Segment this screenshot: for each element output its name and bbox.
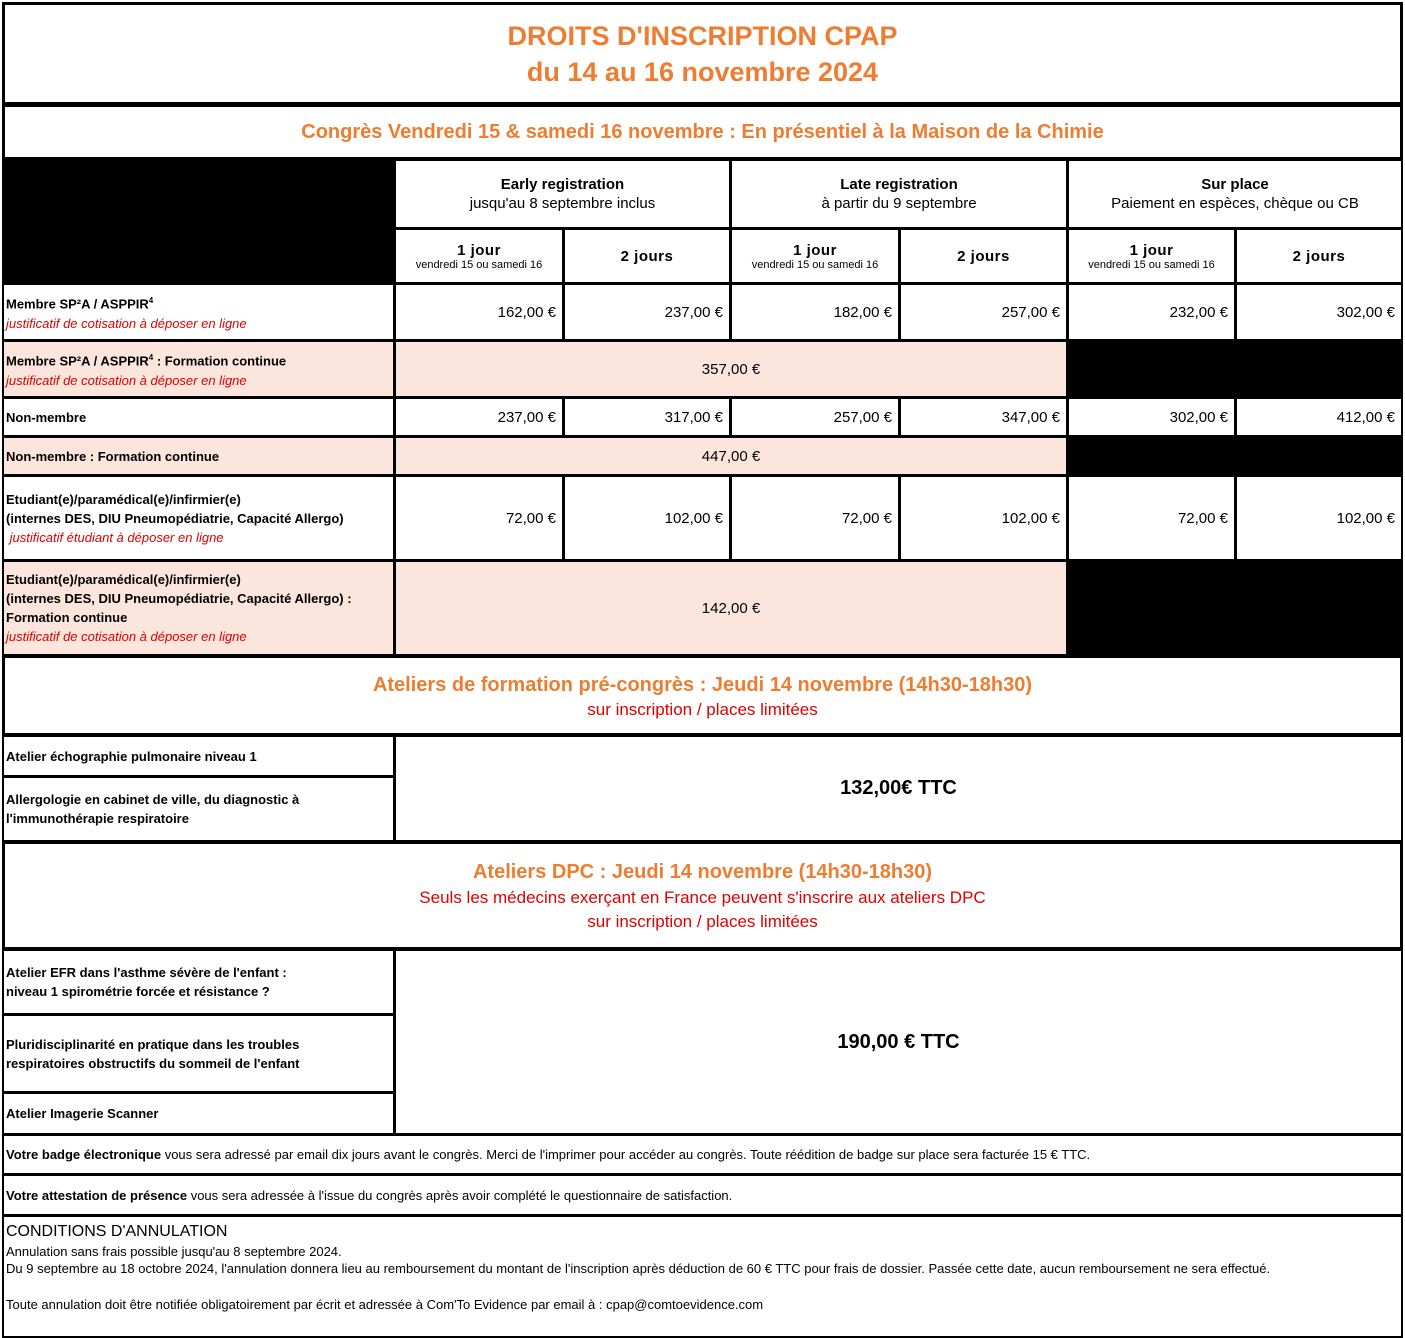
price-cell: 302,00 € [1235, 283, 1403, 341]
row-nonmember-fc-label: Non-membre : Formation continue [2, 436, 395, 476]
row-student-fc-label: Etudiant(e)/paramédical(e)/infirmier(e) (internes DES, DIU Pneumopédiatrie, Capacité Allergo) : Formation continue justificatif de cotisation à déposer en ligne [2, 560, 395, 656]
price-cell: 232,00 € [1067, 283, 1236, 341]
price-cell: 72,00 € [1067, 475, 1236, 561]
congress-title: Congrès Vendredi 15 & samedi 16 novembre : En présentiel à la Maison de la Chimie [301, 120, 1104, 143]
price-cell: 102,00 € [563, 475, 731, 561]
congress-title-box [2, 104, 1403, 160]
price-cell: 317,00 € [563, 397, 731, 437]
early-1day: 1 jour vendredi 15 ou samedi 16 [394, 228, 564, 284]
late-1day: 1 jour vendredi 15 ou samedi 16 [730, 228, 900, 284]
price-cell: 237,00 € [563, 283, 731, 341]
badge-note: Votre badge électronique vous sera adressé par email dix jours avant le congrès. Merci de l'imprimer pour accéder au congrès. Toute réédition de badge sur place sera facturée 15 € TTC. [2, 1134, 1403, 1175]
late-2days: 2 jours [899, 228, 1068, 284]
price-cell: 72,00 € [730, 475, 900, 561]
workshops-price: 132,00€ TTC [394, 735, 1403, 842]
row-student-label: Etudiant(e)/paramédical(e)/infirmier(e) (internes DES, DIU Pneumopédiatrie, Capacité Allergo) justificatif étudiant à déposer en ligne [2, 475, 395, 561]
price-cell: 412,00 € [1235, 397, 1403, 437]
dpc-item-efr: Atelier EFR dans l'asthme sévère de l'enfant : niveau 1 spirométrie forcée et résistance ? [2, 949, 395, 1015]
dpc-title-box [2, 841, 1403, 950]
price-cell: 257,00 € [730, 397, 900, 437]
dpc-subtitle2: sur inscription / places limitées [587, 911, 818, 931]
dpc-item-sleep: Pluridisciplinarité en pratique dans les troubles respiratoires obstructifs du sommeil de l'enfant [2, 1014, 395, 1093]
workshop-item-allergology: Allergologie en cabinet de ville, du diagnostic à l'immunothérapie respiratoire [2, 776, 395, 842]
merged-price-cell: 357,00 € [394, 340, 1068, 398]
page-title: DROITS D'INSCRIPTION CPAP [507, 20, 898, 51]
onsite-2days: 2 jours [1235, 228, 1403, 284]
attestation-note: Votre attestation de présence vous sera adressée à l'issue du congrès après avoir complété le questionnaire de satisfaction. [2, 1174, 1403, 1216]
cancellation-box: CONDITIONS D'ANNULATION Annulation sans frais possible jusqu'au 8 septembre 2024. Du 9 septembre au 18 octobre 2024, l'annulation donnera lieu au remboursement du montant de l'inscription après déduction de 60 € TTC pour frais de dossier. Passée cette date, aucun remboursement ne sera effectué. Toute annulation doit être notifiée obligatoirement par écrit et adressée à Com'To Evidence par email à : cpap@comtoevidence.com [2, 1215, 1403, 1338]
col-early: Early registration jusqu'au 8 septembre inclus [394, 159, 731, 229]
workshops-subtitle: sur inscription / places limitées [587, 699, 818, 719]
dpc-price: 190,00 € TTC [394, 949, 1403, 1135]
price-cell: 162,00 € [394, 283, 564, 341]
early-2days: 2 jours [563, 228, 731, 284]
workshop-item-echography: Atelier échographie pulmonaire niveau 1 [2, 735, 395, 777]
merged-price-cell: 447,00 € [394, 436, 1068, 476]
col-late: Late registration à partir du 9 septembre [730, 159, 1068, 229]
price-cell: 102,00 € [1235, 475, 1403, 561]
header-corner [2, 159, 395, 283]
merged-price-cell: 142,00 € [394, 560, 1068, 656]
row-member-label: Membre SP²A / ASPPIR$^4$ justificatif de cotisation à déposer en ligne [2, 283, 395, 341]
unavailable-cell [1067, 560, 1403, 656]
price-cell: 102,00 € [899, 475, 1068, 561]
workshops-title-box [2, 655, 1403, 736]
price-cell: 237,00 € [394, 397, 564, 437]
dpc-title: Ateliers DPC : Jeudi 14 novembre (14h30-18h30) [472, 860, 933, 883]
onsite-1day: 1 jour vendredi 15 ou samedi 16 [1067, 228, 1236, 284]
page-dates: du 14 au 16 novembre 2024 [526, 56, 879, 87]
price-cell: 302,00 € [1067, 397, 1236, 437]
dpc-subtitle1: Seuls les médecins exerçant en France peuvent s'inscrire aux ateliers DPC [419, 887, 986, 907]
price-cell: 182,00 € [730, 283, 900, 341]
col-onsite: Sur place Paiement en espèces, chèque ou CB [1067, 159, 1403, 229]
price-cell: 72,00 € [394, 475, 564, 561]
workshops-title: Ateliers de formation pré-congrès : Jeudi 14 novembre (14h30-18h30) [372, 673, 1033, 696]
title-box [2, 2, 1403, 105]
row-nonmember-label: Non-membre [2, 397, 395, 437]
unavailable-cell [1067, 340, 1403, 398]
row-member-fc-label: Membre SP²A / ASPPIR$^4$ : Formation continue justificatif de cotisation à déposer en ligne [2, 340, 395, 398]
dpc-item-scanner: Atelier Imagerie Scanner [2, 1092, 395, 1135]
price-cell: 347,00 € [899, 397, 1068, 437]
cancellation-title: CONDITIONS D'ANNULATION [6, 1223, 228, 1240]
price-cell: 257,00 € [899, 283, 1068, 341]
unavailable-cell [1067, 436, 1403, 476]
